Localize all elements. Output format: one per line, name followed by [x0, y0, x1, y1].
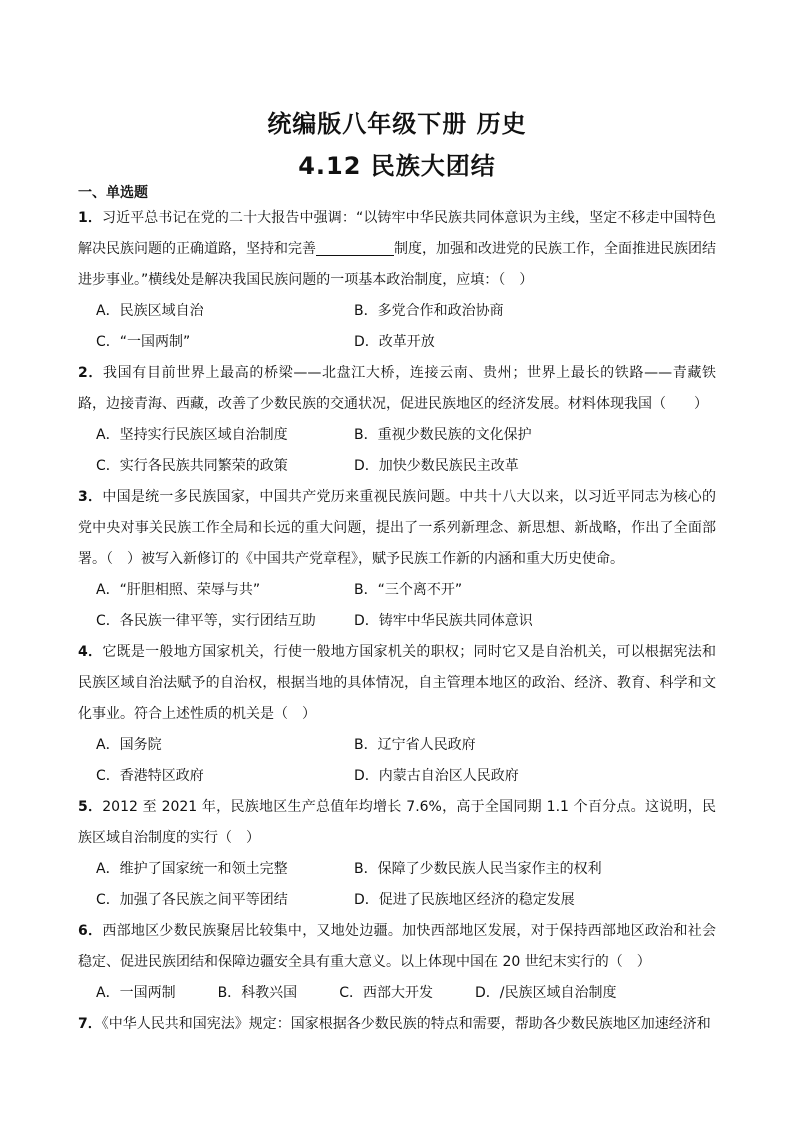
option-c[interactable]: C．“一国两制” — [96, 334, 191, 350]
question-text: 2012 至 2021 年，民族地区生产总值年均增长 7.6%，高于全国同期 1.1 个百分点。这说明，民族区域自治制度的实行（ ） — [78, 799, 716, 846]
question-number: 3． — [78, 489, 103, 505]
option-b[interactable]: B．重视少数民族的文化保护 — [354, 427, 532, 443]
options-5 — [78, 854, 716, 916]
question-5 — [78, 792, 716, 854]
question-text: 《中华人民共和国宪法》规定：国家根据各少数民族的特点和需要，帮助各少数民族地区加速经济和 — [101, 1016, 711, 1032]
document-title: 统编版八年级下册 历史 — [267, 110, 527, 138]
question-7 — [78, 1009, 716, 1040]
question-3 — [78, 482, 716, 575]
question-6 — [78, 916, 716, 978]
option-d[interactable]: D．促进了民族地区经济的稳定发展 — [354, 892, 575, 908]
question-text: 制度，加强和改进党的民族工作，全面推进民族团结进步事业。”横线处是解决我国民族问题的一项基本政治制度，应填：（ ） — [78, 241, 716, 288]
option-d[interactable]: D．加快少数民族民主改革 — [354, 458, 519, 474]
option-c[interactable]: C．西部大开发 — [339, 985, 433, 1001]
question-number: 7． — [78, 1016, 102, 1032]
question-1 — [78, 203, 716, 296]
question-2 — [78, 358, 716, 420]
option-b[interactable]: B．科教兴国 — [217, 985, 298, 1001]
question-4 — [78, 637, 716, 730]
option-a[interactable]: A．民族区域自治 — [96, 303, 204, 319]
question-list — [78, 203, 716, 1040]
option-d[interactable]: D．改革开放 — [354, 334, 435, 350]
options-2 — [78, 420, 716, 482]
option-a[interactable]: A．“肝胆相照、荣辱与共” — [96, 582, 261, 598]
section-heading: 一、单选题 — [78, 185, 148, 201]
option-c[interactable]: C．香港特区政府 — [96, 768, 204, 784]
question-text: 它既是一般地方国家机关，行使一般地方国家机关的职权；同时它又是自治机关，可以根据宪法和民族区域自治法赋予的自治权，根据当地的具体情况，自主管理本地区的政治、经济、教育、科学和文化事业。符合上述性质的机关是（ ） — [78, 644, 717, 722]
option-b[interactable]: B．“三个离不开” — [354, 582, 463, 598]
options-1 — [78, 296, 716, 358]
question-number: 6． — [78, 923, 103, 939]
option-c[interactable]: C．各民族一律平等，实行团结互助 — [96, 613, 316, 629]
option-c[interactable]: C．实行各民族共同繁荣的政策 — [96, 458, 288, 474]
document-subtitle: 4.12 民族大团结 — [298, 152, 496, 180]
question-number: 1． — [78, 210, 102, 226]
option-a[interactable]: A．坚持实行民族区域自治制度 — [96, 427, 288, 443]
option-b[interactable]: B．辽宁省人民政府 — [354, 737, 476, 753]
option-c[interactable]: C．加强了各民族之间平等团结 — [96, 892, 288, 908]
question-text: 中国是统一多民族国家，中国共产党历来重视民族问题。中共十八大以来，以习近平同志为核心的党中央对事关民族工作全局和长远的重大问题，提出了一系列新理念、新思想、新战略，作出了全面部署。（ ）被写入新修订的《中国共产党章程》，赋予民族工作新的内涵和重大历史使命。 — [78, 489, 717, 567]
question-text: 习近平总书记在党的二十大报告中强调：“以铸牢中华民族共同体意识为主线，坚定不移走中国特色解决民族问题的正确道路，坚持和完善 — [78, 210, 716, 257]
option-d[interactable]: D．铸牢中华民族共同体意识 — [354, 613, 533, 629]
options-3 — [78, 575, 716, 637]
option-b[interactable]: B．多党合作和政治协商 — [354, 303, 504, 319]
options-4 — [78, 730, 716, 792]
option-d[interactable]: D．/民族区域自治制度 — [474, 985, 617, 1001]
option-d[interactable]: D．内蒙古自治区人民政府 — [354, 768, 519, 784]
question-number: 2． — [78, 365, 104, 381]
question-number: 4． — [78, 644, 103, 660]
option-b[interactable]: B．保障了少数民族人民当家作主的权利 — [354, 861, 602, 877]
question-number: 5． — [78, 799, 103, 815]
option-a[interactable]: A．维护了国家统一和领土完整 — [96, 861, 288, 877]
option-a[interactable]: A．一国两制 — [96, 985, 176, 1001]
options-6 — [78, 978, 716, 1009]
question-text: 我国有目前世界上最高的桥梁——北盘江大桥，连接云南、贵州；世界上最长的铁路——青藏铁路，边接青海、西藏，改善了少数民族的交通状况，促进民族地区的经济发展。材料体现我国（ ） — [78, 365, 716, 412]
question-text: 西部地区少数民族聚居比较集中，又地处边疆。加快西部地区发展，对于保持西部地区政治和社会稳定、促进民族团结和保障边疆安全具有重大意义。以上体现中国在 20 世纪末实行的（ ） — [78, 923, 717, 970]
option-a[interactable]: A．国务院 — [96, 737, 162, 753]
fill-blank — [316, 239, 394, 256]
